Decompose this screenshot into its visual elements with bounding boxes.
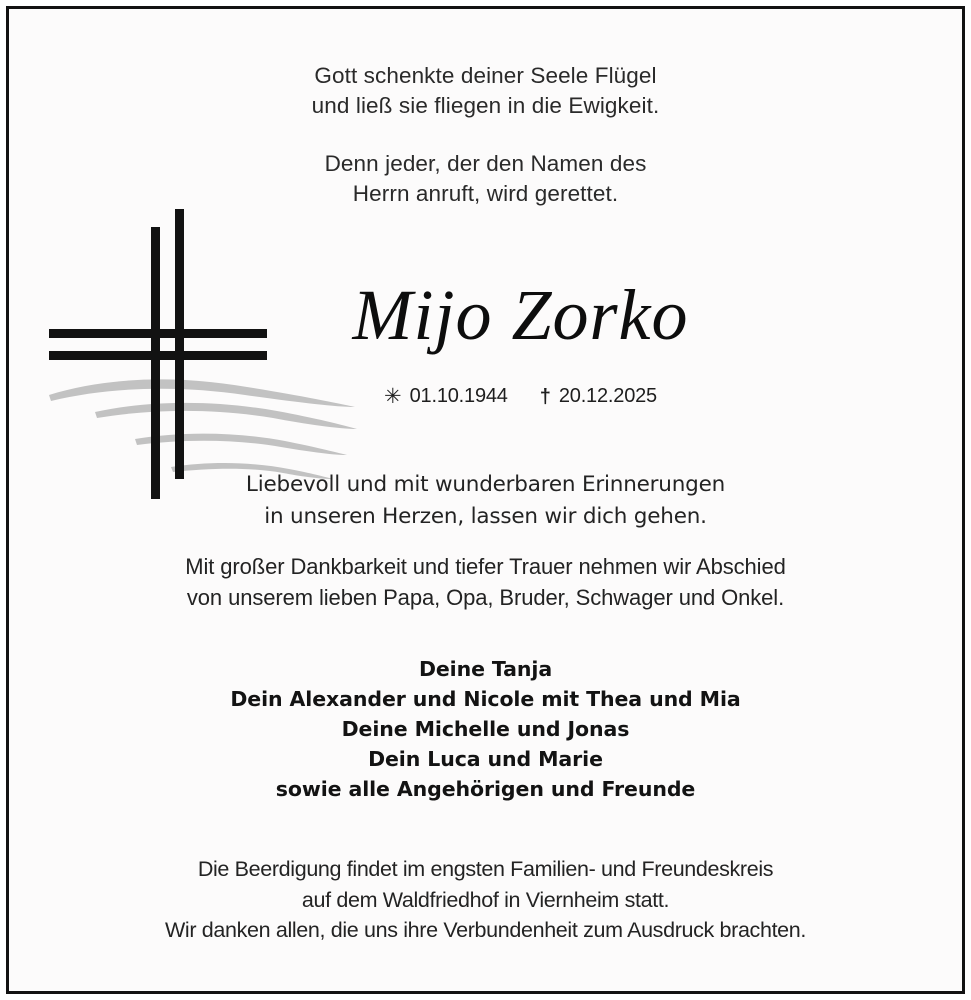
verse-line: Denn jeder, der den Namen des bbox=[324, 151, 647, 176]
mourner-line: Dein Alexander und Nicole mit Thea und Mia bbox=[230, 687, 741, 711]
funeral-line: Die Beerdigung findet im engsten Familien- und Freundeskreis bbox=[197, 857, 774, 881]
memory-line: in unseren Herzen, lassen wir dich gehen. bbox=[264, 504, 707, 529]
mourner-line: Deine Tanja bbox=[418, 657, 553, 681]
death-cross-icon: † bbox=[539, 386, 551, 408]
verse-line: Gott schenkte deiner Seele Flügel bbox=[314, 63, 657, 88]
memory-line: Liebevoll und mit wunderbaren Erinnerungen bbox=[245, 472, 726, 497]
death-notice-card bbox=[6, 6, 965, 994]
funeral-info bbox=[9, 854, 962, 946]
funeral-line: auf dem Waldfriedhof in Viernheim statt. bbox=[301, 887, 670, 912]
farewell-text bbox=[9, 551, 962, 613]
birth-star-icon: ✳ bbox=[384, 385, 402, 408]
mourner-line: sowie alle Angehörigen und Freunde bbox=[275, 777, 696, 801]
birth-date: 01.10.1944 bbox=[409, 385, 508, 407]
opening-verse bbox=[9, 61, 962, 209]
verse-line: und ließ sie fliegen in die Ewigkeit. bbox=[311, 93, 660, 118]
death-date: 20.12.2025 bbox=[558, 385, 657, 407]
mourners-list bbox=[9, 654, 962, 804]
funeral-line: Wir danken allen, die uns ihre Verbundenheit zum Ausdruck brachten. bbox=[164, 918, 807, 942]
memory-text bbox=[9, 469, 962, 533]
deceased-name: Mijo Zorko bbox=[352, 275, 689, 355]
mourner-line: Deine Michelle und Jonas bbox=[341, 717, 630, 741]
double-line-cross-icon bbox=[49, 209, 267, 499]
verse-line: Herrn anruft, wird gerettet. bbox=[352, 181, 619, 206]
verse-stanza-1 bbox=[9, 61, 962, 121]
farewell-line: Mit großer Dankbarkeit und tiefer Trauer nehmen wir Abschied bbox=[185, 554, 786, 579]
mourner-line: Dein Luca und Marie bbox=[368, 747, 603, 771]
life-dates bbox=[309, 383, 732, 410]
farewell-line: von unserem lieben Papa, Opa, Bruder, Schwager und Onkel. bbox=[186, 585, 785, 610]
